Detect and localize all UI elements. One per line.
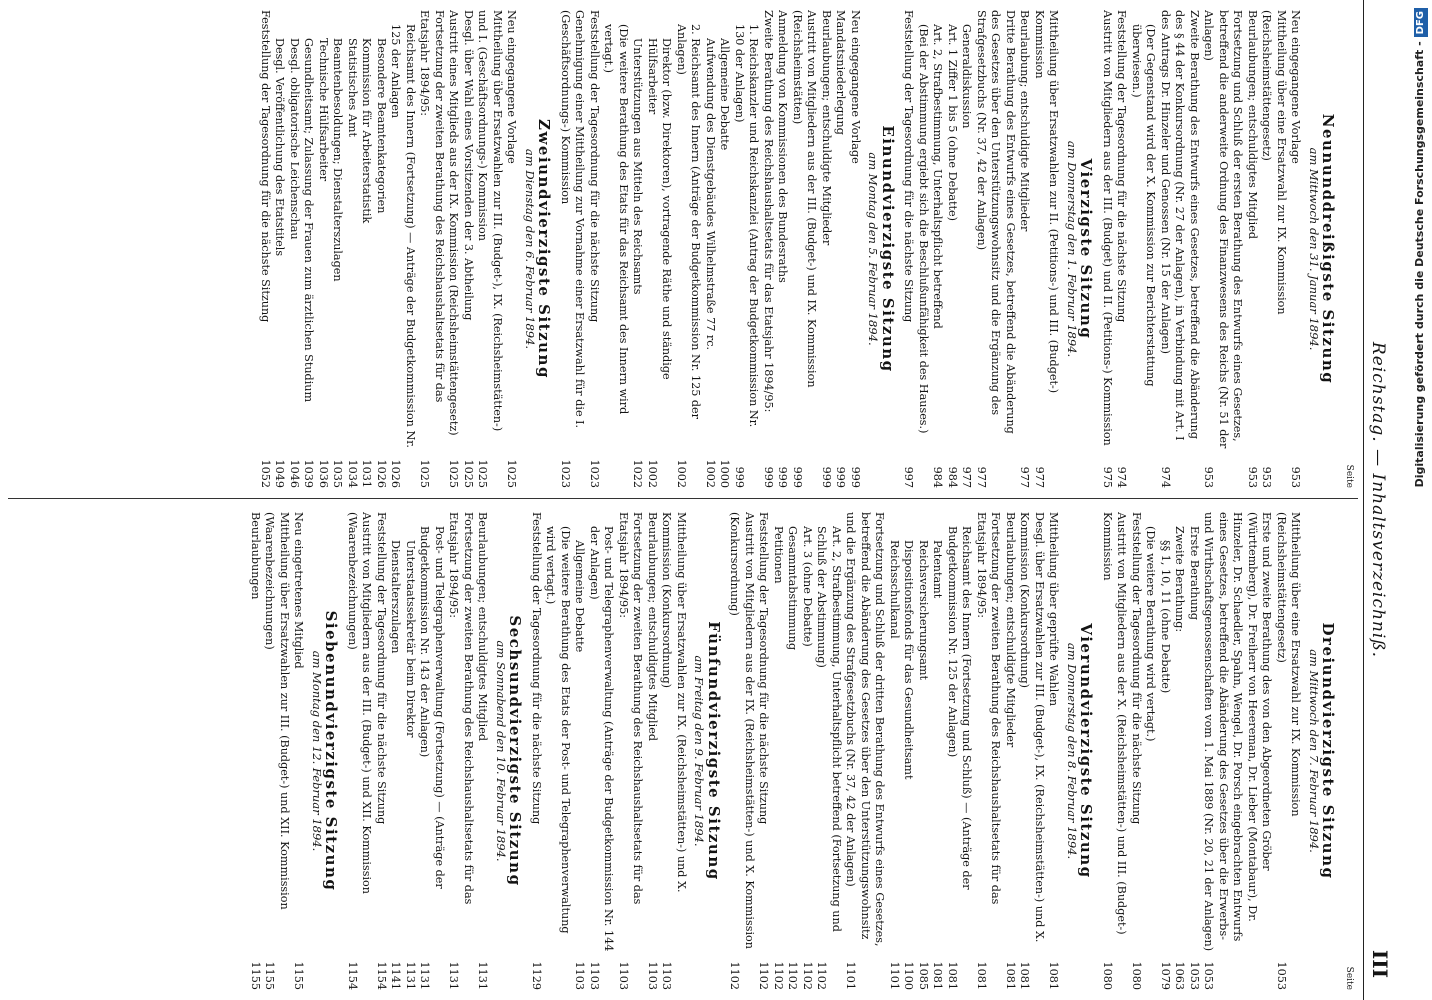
toc-entry-page: 1002 <box>704 459 717 488</box>
toc-entry-page: 1102 <box>801 961 814 990</box>
toc-entry-page: 1023 <box>588 459 601 488</box>
toc-entry <box>345 10 360 488</box>
toc-entry-text: Austritt von Mitgliedern aus der X. (Reichsheimstätten-) und III. (Budget-) Kommission <box>1101 512 1129 935</box>
toc-entry-text: Beurlaubungen <box>249 512 262 600</box>
toc-entry-page: 1103 <box>617 961 630 990</box>
toc-entry-text: Beurlaubungen; entschuldigtes Mitglied <box>646 512 659 741</box>
toc-entry-page: 1035 <box>331 459 345 488</box>
toc-entry-page: 1103 <box>646 961 659 990</box>
toc-entry-text: Art. 1 Ziffer 1 bis 5 (ohne Debatte) <box>946 24 959 222</box>
toc-entry-page: 1131 <box>404 961 417 990</box>
toc-entry-page: 1081 <box>1004 961 1017 990</box>
session-section <box>558 10 896 488</box>
toc-entry-text: Fortsetzung und Schluß der ersten Berathung des Entwurfs eines Gesetzes, betreffend die anderweite Ordnung des Finanzwesens des Reichs (Nr. 51 der Anlagen) <box>1202 10 1245 449</box>
toc-entry-page: 1036 <box>317 459 330 488</box>
toc-entry-text: (Bei der Abstimmung ergiebt sich die Beschlußunfähigkeit des Hauses.) <box>917 24 930 434</box>
toc-entry-page: 1101 <box>844 961 858 990</box>
toc-entry-page: 1101 <box>888 961 901 990</box>
toc-entry <box>475 10 504 488</box>
toc-entry-text: Genehmigung einer Mittheilung zur Vornahme einer Ersatzwahl für die I. (Geschäftsordnungs-) Kommission <box>559 10 587 429</box>
toc-entry-text: Reichsamt des Innern (Fortsetzung) — Anträge der Budgetkommission Nr. 125 der Anlagen <box>389 24 417 448</box>
toc-entry <box>558 10 587 488</box>
toc-entry <box>756 512 771 990</box>
toc-entry-text: Fortsetzung und Schluß der dritten Berathung des Entwurfs eines Gesetzes, betreffend die Abänderung des Gesetzes über den Unterstützungswohnsitz und die Ergänzung des Strafgesetzbuchs (Nr. 37, 42 der Anlagen) <box>844 512 887 947</box>
toc-entry-text: Neu eingegangene Vorlage <box>1289 10 1303 164</box>
toc-entry <box>1129 10 1158 488</box>
toc-entry-text: Mittheilung über Ersatzwahlen zur IX. (Reichsheimstätten-) und X. Kommission (Konkursordnung) <box>660 512 688 893</box>
toc-entry-text: Patentamt <box>931 540 945 599</box>
toc-entry-text: Dispositionsfonds für das Gesundheitsamt <box>902 540 916 780</box>
toc-entry-text: Mittheilung über Ersatzwahlen zur II. (Petitions-) und III. (Budget-) Kommission <box>1033 10 1061 394</box>
toc-entry-page: 1025 <box>462 459 475 488</box>
toc-entry-text: Neu eingegangene Vorlage <box>849 10 862 164</box>
toc-entry <box>1114 10 1129 488</box>
session-section <box>345 512 523 990</box>
toc-entry-page: 1049 <box>273 459 287 488</box>
toc-entry-page: 999 <box>849 466 862 488</box>
toc-entry-text: Petitionen <box>772 526 785 584</box>
toc-entry <box>1274 512 1303 990</box>
toc-entry-text: Beamtenbesoldungen; Dienstalterszulagen <box>331 38 345 282</box>
toc-entry <box>529 512 544 990</box>
session-title: Neununddreißigste Sitzung <box>1319 113 1338 385</box>
toc-entry <box>800 512 815 990</box>
toc-entry-text: Technische Hülfsarbeiter <box>317 38 330 182</box>
toc-entry <box>819 10 834 488</box>
toc-entry-page: 1155 <box>292 961 306 990</box>
toc-entry-text: Generaldiskussion <box>960 24 974 129</box>
toc-entry <box>645 512 660 990</box>
toc-entry-text: Beurlaubung; entschuldigte Mitglieder <box>1018 10 1032 232</box>
toc-entry-page: 1025 <box>447 459 461 488</box>
toc-entry <box>1158 512 1173 990</box>
toc-entry-text: Mittheilung über eine Ersatzwahl zur IX. Kommission (Reichsheimstättengesetz) <box>1260 10 1288 315</box>
toc-entry-text: Reichsamt des Innern (Fortsetzung und Schluß) — (Anträge der Budgetkommission Nr. 125 der Anlagen) <box>946 526 974 890</box>
toc-entry <box>901 512 916 990</box>
toc-entry-page: 1002 <box>646 459 659 488</box>
toc-entry-text: Dritte Berathung des Entwurfs eines Gesetzes, betreffend die Abänderung des Gesetzes über den Unterstützungswohnsitz und die Ergänzung des Strafgesetzbuchs (Nr. 37, 42 der Anlagen) <box>975 10 1017 434</box>
toc-entry <box>1259 10 1288 488</box>
toc-entry <box>1187 512 1202 990</box>
toc-entry <box>272 10 287 488</box>
page-numeral: III <box>1368 949 1392 978</box>
toc-entry-text: Feststellung der Tagesordnung für die nächste Sitzung <box>259 10 272 323</box>
toc-entry <box>814 512 843 990</box>
toc-entry <box>790 10 819 488</box>
toc-entry-text: Mittheilung über geprüfte Wahlen <box>1047 512 1061 707</box>
toc-entry <box>1100 512 1129 990</box>
toc-entry-text: Erste Berathung <box>1188 526 1201 621</box>
toc-entry-page: 1081 <box>1047 961 1061 990</box>
dfg-notice <box>1408 0 1432 1000</box>
toc-entry-page: 1081 <box>931 961 945 990</box>
toc-entry <box>887 512 902 990</box>
toc-entry <box>403 512 418 990</box>
toc-entry <box>248 512 263 990</box>
toc-entry-page: 1080 <box>1101 961 1114 990</box>
session-date: am Freitag den 9. Februar 1894. <box>692 655 707 847</box>
toc-entry-text: Beurlaubungen; entschuldigtes Mitglied <box>1246 10 1259 239</box>
toc-entry <box>674 10 703 488</box>
toc-entry-text: Allgemeine Debatte <box>573 540 587 653</box>
toc-entry-text: Austritt von Mitgliedern aus der III. (Budget-) und IX. Kommission (Reichsheimstätten) <box>791 10 819 388</box>
toc-entry-text: Direktor (bzw. Direktoren), vortragende Räthe und ständige Hülfsarbeiter <box>646 38 674 380</box>
toc-entry-text: Mittheilung über Ersatzwahlen zur III. (Budget-) und XII. Kommission (Waarenbezeichnungen) <box>263 512 291 910</box>
toc-entry <box>359 10 374 488</box>
toc-entry-page: 1155 <box>249 961 262 990</box>
toc-entry-page: 1102 <box>815 961 829 990</box>
toc-entry-page: 977 <box>960 466 974 488</box>
toc-entry-text: Austritt von Mitgliedern aus der III. (Budget) und II. (Petitions-) Kommission <box>1101 10 1114 446</box>
toc-entry-page: 1155 <box>263 961 277 990</box>
toc-entry-page: 1052 <box>259 459 272 488</box>
toc-entry-text: Feststellung der Tagesordnung für die nächste Sitzung <box>375 512 388 825</box>
toc-entry <box>901 10 916 488</box>
toc-entry <box>659 512 688 990</box>
toc-entry <box>1143 512 1158 990</box>
toc-entry-text: Desgl. über Ersatzwahlen zur III. (Budget-), IX. (Reichsheimstätten-) und X. Kommission (Konkursordnung) <box>1018 512 1046 943</box>
toc-entry <box>1201 10 1245 488</box>
toc-entry <box>945 10 960 488</box>
toc-entry-page: 1026 <box>389 459 403 488</box>
toc-entry <box>1017 512 1046 990</box>
toc-entry <box>258 10 273 488</box>
toc-entry-text: Besondere Beamtenkategorien <box>375 38 388 214</box>
toc-entry-page: 984 <box>931 466 945 488</box>
toc-entry-text: Zweite Berathung des Reichshaushaltsetats für das Etatsjahr 1894/95: <box>762 10 775 413</box>
left-column <box>254 10 1357 488</box>
session-date: am Montag den 5. Februar 1894. <box>866 152 881 346</box>
toc-entry <box>291 512 306 990</box>
session-section <box>258 10 552 488</box>
column-divider <box>8 498 1358 499</box>
toc-entry-page: 1080 <box>1130 961 1143 990</box>
toc-entry <box>1129 512 1144 990</box>
toc-entry-page: 1081 <box>975 961 988 990</box>
toc-entry-text: Beurlaubungen; entschuldigte Mitglieder <box>1004 512 1017 748</box>
toc-entry-text: Austritt von Mitgliedern aus der III. (Budget-) und XII. Kommission (Waarenbezeichnungen) <box>346 512 374 894</box>
toc-entry-text: §§ 1, 10, 11 (ohne Debatte) <box>1159 540 1172 694</box>
toc-entry-text: (Die weitere Berathung des Etats für das Reichsamt des Innern wird vertagt.) <box>602 24 630 415</box>
toc-entry <box>775 10 790 488</box>
toc-entry <box>330 10 345 488</box>
toc-entry-text: Post- und Telegraphenverwaltung (Fortsetzung) — (Anträge der Budgetkommission Nr. 143 der Anlagen) <box>418 526 446 889</box>
toc-entry-page: 999 <box>791 466 804 488</box>
toc-entry-text: Feststellung der Tagesordnung für die nächste Sitzung <box>588 10 601 323</box>
toc-entry-page: 1141 <box>389 961 403 990</box>
toc-entry-text: Feststellung der Tagesordnung für die nächste Sitzung <box>1115 10 1129 323</box>
toc-entry-page: 999 <box>762 466 775 488</box>
toc-entry-page: 1025 <box>476 459 490 488</box>
toc-entry <box>587 10 602 488</box>
toc-entry-page: 974 <box>1159 466 1172 488</box>
toc-entry-page: 1079 <box>1159 961 1172 990</box>
toc-entry-text: Fortsetzung der zweiten Berathung des Reichshaushaltsetats für das Etatsjahr 1894/95: <box>418 10 446 403</box>
toc-entry <box>446 10 461 488</box>
toc-entry <box>771 512 786 990</box>
toc-entry <box>848 10 863 488</box>
toc-entry-text: Statistisches Amt <box>346 38 359 138</box>
toc-entry-text: Art. 3 (ohne Debatte) <box>801 526 814 647</box>
toc-entry <box>761 10 776 488</box>
toc-entry-page: 974 <box>1115 466 1129 488</box>
toc-entry-page: 1031 <box>360 459 374 488</box>
toc-entry <box>930 512 945 990</box>
session-title: Vierzigste Sitzung <box>1077 158 1096 340</box>
toc-entry-page: 1000 <box>718 459 732 488</box>
toc-entry-page: 1053 <box>1188 961 1201 990</box>
toc-entry <box>262 512 291 990</box>
toc-entry-text: Allgemeine Debatte <box>718 38 732 151</box>
toc-entry <box>930 10 945 488</box>
toc-entry-page: 1102 <box>728 961 742 990</box>
toc-entry-text: Kommission für Arbeiterstatistik <box>360 38 374 224</box>
toc-entry-page: 1026 <box>375 459 388 488</box>
toc-entry-page: 999 <box>733 466 746 488</box>
toc-entry <box>717 10 732 488</box>
session-section <box>1100 512 1336 990</box>
toc-entry-text: 2. Reichsamt des Innern (Anträge der Budgetkommission Nr. 125 der Anlagen) <box>675 24 703 420</box>
toc-entry-page: 1023 <box>559 459 572 488</box>
toc-entry-page: 1102 <box>772 961 785 990</box>
toc-entry-page: 977 <box>975 466 988 488</box>
toc-entry <box>1003 512 1018 990</box>
toc-entry-page: 1085 <box>917 961 930 990</box>
session-date: am Montag den 12. Februar 1894. <box>310 650 324 852</box>
toc-entry <box>475 512 490 990</box>
toc-entry-text: Unterstützungen aus Mitteln des Reichsamts <box>631 38 645 295</box>
toc-entry <box>572 512 587 990</box>
toc-entry <box>959 10 974 488</box>
toc-entry <box>374 10 389 488</box>
toc-entry-text: Zweite Berathung des Entwurfs eines Gesetzes, betreffend die Abänderung des § 44 der Konkursordnung (Nr. 27 der Anlagen), in Verbindung mit Art. I des Antrags Dr. Hinzeler und Genossen (Nr. 15 der Anlagen) <box>1159 10 1201 441</box>
session-title: Dreiundvierzigste Sitzung <box>1319 622 1338 880</box>
toc-entry-text: (Die weitere Berathung des Etats der Post- und Telegraphenverwaltung wird vertagt.) <box>544 526 572 934</box>
toc-entry <box>974 10 1018 488</box>
toc-entry-text: Beurlaubungen; entschuldigtes Mitglied <box>476 512 490 741</box>
toc-entry <box>388 512 403 990</box>
session-date: am Dienstag den 6. Februar 1894. <box>523 148 537 350</box>
toc-entry-text: Reichsversicherungsamt <box>917 540 930 680</box>
dfg-sidebar <box>1408 0 1432 1000</box>
session-section <box>1100 10 1336 488</box>
toc-entry-page: 999 <box>820 466 833 488</box>
toc-entry-page: 953 <box>1289 466 1303 488</box>
toc-entry-text: Mittheilung über Ersatzwahlen zur III. (Budget-), IX. (Reichsheimstätten-) und I. (Geschäftsordnungs-) Kommission <box>476 10 504 432</box>
toc-entry-text: Feststellung der Tagesordnung für die nächste Sitzung <box>530 512 543 825</box>
toc-entry <box>601 10 630 488</box>
toc-entry-page: 999 <box>834 466 848 488</box>
toc-entry-text: Feststellung der Tagesordnung für die nächste Sitzung <box>1130 512 1143 825</box>
toc-entry-page: 1063 <box>1173 961 1187 990</box>
toc-entry-text: Art. 2, Strafbestimmung, Unterhaltspflicht betreffend (Fortsetzung und Schluß der Abstimmung) <box>815 526 843 932</box>
session-section <box>248 512 339 990</box>
session-date: am Sonnabend den 10. Februar 1894. <box>494 640 508 862</box>
session-title: Sechsundvierzigste Sitzung <box>506 615 525 887</box>
toc-entry-text: Zweite Berathung: <box>1173 526 1187 633</box>
session-title: Einundvierzigste Sitzung <box>879 125 897 373</box>
toc-entry-text: Fortsetzung der zweiten Berathung des Reichshaushaltsetats für das Etatsjahr 1894/95: <box>447 512 475 905</box>
toc-entry-page: 1025 <box>418 459 432 488</box>
toc-entry <box>1245 10 1260 488</box>
toc-entry-text: Desgl. über Wahl eines Vorsitzenden der 3. Abtheilung <box>462 10 475 321</box>
toc-entry-page: 1081 <box>946 961 959 990</box>
toc-entry <box>417 512 446 990</box>
toc-entry <box>630 10 645 488</box>
toc-entry-page: 1131 <box>447 961 461 990</box>
seite-label: Seite <box>1344 464 1354 488</box>
toc-entry-page: 977 <box>1018 466 1032 488</box>
toc-entry-text: Desgl. Veröffentlichung des Etatstitels <box>273 38 287 257</box>
toc-entry <box>732 10 761 488</box>
toc-entry <box>1201 512 1274 990</box>
toc-entry <box>974 512 1003 990</box>
toc-entry-page: 1053 <box>1202 961 1216 990</box>
toc-entry-text: Neu eingetretenes Mitglied <box>292 512 306 669</box>
session-date: am Donnerstag den 1. Februar 1894. <box>1065 140 1079 358</box>
toc-entry <box>1032 10 1061 488</box>
session-section <box>901 10 1094 488</box>
toc-entry <box>833 10 848 488</box>
toc-entry-text: Aufwendung des Dienstgebäudes Wilhelmstraße 77 rc. <box>704 38 717 351</box>
toc-entry-page: 1131 <box>418 961 432 990</box>
toc-entry-text: Fortsetzung der zweiten Berathung des Reichshaushaltsetats für das Etatsjahr 1894/95: <box>975 512 1003 905</box>
toc-entry-text: Fortsetzung der zweiten Berathung des Reichshaushaltsetats für das Etatsjahr 1894/95: <box>617 512 645 905</box>
toc-entry-page: 1100 <box>902 961 916 990</box>
toc-entry <box>945 512 974 990</box>
seite-label: Seite <box>1344 966 1354 990</box>
session-section <box>529 512 722 990</box>
toc-entry <box>417 10 446 488</box>
header-title: Reichstag. — Inhaltsverzeichniß. <box>1368 341 1388 659</box>
toc-entry <box>287 10 302 488</box>
toc-entry-text: Desgl. obligatorische Leichenschau <box>288 38 301 240</box>
session-title: Fünfundvierzigste Sitzung <box>705 621 723 881</box>
toc-entry-page: 1129 <box>530 961 543 990</box>
toc-entry-text: Neu eingegangene Vorlage <box>505 10 519 164</box>
toc-entry-text: Feststellung der Tagesordnung für die nächste Sitzung <box>757 512 771 825</box>
toc-entry <box>316 10 331 488</box>
toc-entry <box>374 512 389 990</box>
toc-entry-text: Erste und zweite Berathung des von den Abgeordneten Gröber (Württemberg), Dr. Freiherr von Heereman, Dr. Lieber (Montabaur), Dr. Hinzeler, Dr. Schaedler, Spahn, Wengel, Dr. Porsch eingebrachten Entwurfs eines Gesetzes, betreffend die Abänderung des Gesetzes über die Erwerbs- und Wirthschaftsgenossenschaften vom 1. Mai 1889 (Nr. 20, 21 der Anlagen) <box>1202 512 1274 952</box>
toc-entry-page: 1034 <box>346 459 359 488</box>
toc-entry-page: 1022 <box>631 459 645 488</box>
toc-entry-page: 1103 <box>660 961 674 990</box>
toc-entry-text: Feststellung der Tagesordnung für die nächste Sitzung <box>902 10 916 323</box>
toc-entry-text: Art. 2, Strafbestimmung, Unterhaltspflicht betreffend <box>931 24 945 329</box>
toc-entry <box>1172 512 1187 990</box>
toc-entry <box>388 10 417 488</box>
dfg-logo: DFG <box>1414 8 1428 37</box>
session-date: am Mittwoch den 7. Februar 1894. <box>1307 649 1321 853</box>
toc-entry <box>461 10 476 488</box>
toc-entry-page: 1103 <box>573 961 587 990</box>
toc-entry-page: 999 <box>776 466 790 488</box>
toc-entry-text: 1. Reichskanzler und Reichskanzlei (Antrag der Budgetkommission Nr. 130 der Anlagen) <box>733 24 761 428</box>
toc-entry <box>446 512 475 990</box>
toc-entry <box>645 10 674 488</box>
toc-entry <box>1158 10 1202 488</box>
toc-entry <box>1017 10 1032 488</box>
toc-entry-text: Gesundheitsamt; Zulassung der Frauen zum ärztlichen Studium <box>302 38 316 403</box>
toc-entry <box>616 512 645 990</box>
toc-entry-page: 1154 <box>346 961 359 990</box>
toc-entry-page: 953 <box>1260 466 1274 488</box>
toc-entry-text: Anmeldung von Kommissionen des Bundesraths <box>776 10 790 283</box>
toc-entry-page: 984 <box>946 466 959 488</box>
toc-entry <box>504 10 519 488</box>
session-title: Vierundvierzigste Sitzung <box>1077 623 1096 879</box>
toc-entry <box>1288 10 1303 488</box>
toc-entry-page: 1025 <box>505 459 519 488</box>
session-section <box>727 512 1094 990</box>
right-column <box>244 512 1357 990</box>
toc-entry-text: Beurlaubungen; entschuldigte Mitglieder <box>820 10 833 246</box>
toc-entry-page: 953 <box>1246 466 1259 488</box>
toc-entry <box>727 512 756 990</box>
running-header <box>1363 0 1394 1000</box>
session-title: Siebenundvierzigste Sitzung <box>322 610 341 892</box>
toc-entry-page: 1131 <box>476 961 490 990</box>
toc-entry-page: 1002 <box>675 459 688 488</box>
toc-entry-page: 1081 <box>1018 961 1032 990</box>
toc-entry-page: 1103 <box>588 961 601 990</box>
toc-entry-text: Gesammtabstimmung <box>786 526 800 651</box>
toc-entry-text: Austritt von Mitgliedern aus der IX. (Reichsheimstätten-) und X. Kommission (Konkursordnung) <box>728 512 756 949</box>
toc-entry-page: 1154 <box>375 961 388 990</box>
session-date: am Donnerstag den 8. Februar 1894. <box>1065 642 1079 860</box>
toc-entry-page: 1053 <box>1275 961 1288 990</box>
toc-entry-page: 953 <box>1202 466 1216 488</box>
toc-entry-page: 977 <box>1033 466 1046 488</box>
session-date: am Mittwoch den 31. Januar 1894. <box>1307 147 1321 351</box>
toc-entry <box>703 10 718 488</box>
dfg-text: Digitalisierung gefördert durch die Deutsche Forschungsgemeinschaft - <box>1413 41 1426 488</box>
toc-entry <box>543 512 572 990</box>
toc-entry-page: 1102 <box>757 961 771 990</box>
toc-entry-text: Dienstalterszulagen <box>389 540 403 654</box>
toc-entry <box>1100 10 1115 488</box>
toc-entry-text: Post- und Telegraphenverwaltung (Anträge der Budgetkommission Nr. 144 der Anlagen) <box>588 526 616 952</box>
toc-entry-text: Mandatsniederlegung <box>834 10 848 135</box>
toc-entry-page: 1046 <box>288 459 301 488</box>
toc-entry <box>587 512 616 990</box>
toc-entry <box>1046 512 1061 990</box>
toc-entry-text: Reichsschulkanal <box>888 540 901 639</box>
toc-entry-page: 975 <box>1101 466 1114 488</box>
toc-entry-page: 1039 <box>302 459 316 488</box>
session-title: Zweiundvierzigste Sitzung <box>535 119 554 379</box>
toc-entry-page: 997 <box>902 466 916 488</box>
toc-entry <box>916 512 931 990</box>
toc-entry-page: 1102 <box>786 961 800 990</box>
toc-entry-text: Austritt eines Mitglieds aus der IX. Kommission (Reichsheimstättengesetz) <box>447 10 461 436</box>
toc-entry <box>785 512 800 990</box>
toc-entry <box>301 10 316 488</box>
toc-entry <box>916 10 931 488</box>
toc-entry <box>345 512 374 990</box>
toc-entry-text: (Die weitere Berathung wird vertagt.) <box>1144 526 1158 742</box>
toc-entry <box>843 512 887 990</box>
toc-entry-text: (Der Gegenstand wird der X. Kommission zur Berichterstattung überwiesen.) <box>1130 24 1158 387</box>
toc-entry-text: Mittheilung über eine Ersatzwahl zur IX. Kommission (Reichsheimstättengesetz) <box>1275 512 1303 817</box>
toc-entry-text: Unterstaatssekretär beim Direktor <box>404 540 417 738</box>
